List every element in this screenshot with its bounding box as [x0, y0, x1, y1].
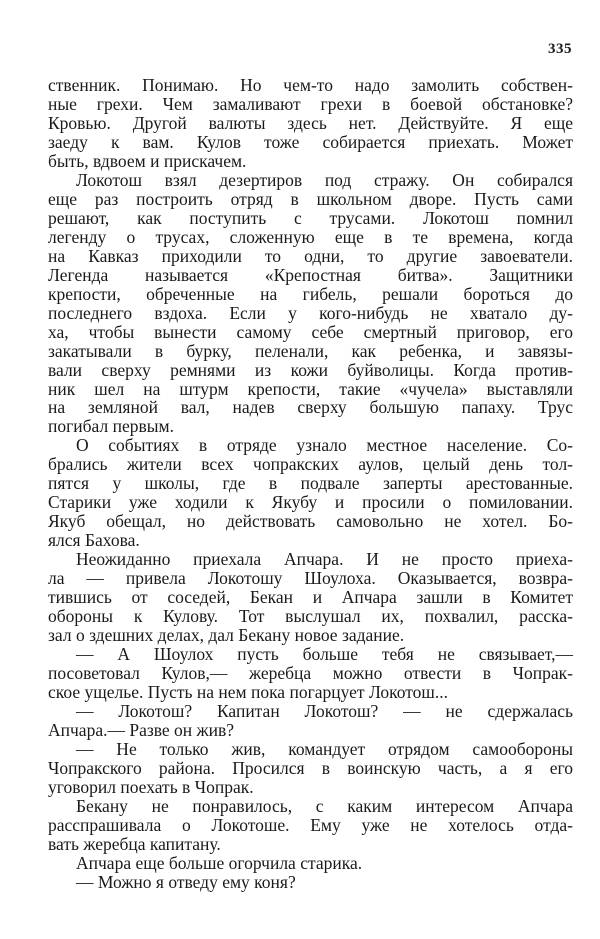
text-line: Кровью. Другой валюты здесь нет. Действуйте. Я еще [48, 112, 573, 133]
text-line: Апчара.— Разве он жив? [48, 719, 235, 740]
text-line: ные грехи. Чем замаливают грехи в боевой обстановке? [48, 93, 573, 114]
text-line: Неожиданно приехала Апчара. И не просто приеха- [76, 549, 573, 570]
text-line: Якуб обещал, но действовать самовольно не хотел. Бо- [48, 511, 573, 532]
text-line: ла — привела Локотошу Шоулоха. Оказывается, возвра- [48, 568, 573, 589]
text-line: Локотош взял дезертиров под стражу. Он собирался [76, 169, 573, 190]
text-line: расспрашивала о Локотоше. Ему уже не хотелось отда- [48, 814, 573, 835]
text-line: вали сверху ремнями из кожи буйволицы. Когда против- [48, 359, 573, 380]
text-line: тившись от соседей, Бекан и Апчара зашли в Комитет [48, 587, 573, 608]
text-line: брались жители всех чопракских аулов, целый день тол- [48, 454, 573, 475]
paragraph [48, 436, 573, 550]
paragraph [48, 740, 573, 797]
text-line: посоветовал Кулов,— жеребца можно отвести в Чопрак- [48, 663, 573, 684]
page-body-text [48, 76, 573, 892]
text-line: еще раз построить отряд в школьном дворе. Пусть сами [48, 188, 573, 209]
text-line: ственник. Понимаю. Но чем-то надо замолить собствен- [48, 75, 573, 95]
text-line: пятся у школы, где в подвале заперты арестованные. [48, 473, 573, 494]
text-line: Бекану не понравилось, с каким интересом Апчара [76, 795, 573, 816]
paragraph [48, 550, 573, 645]
paragraph [48, 854, 573, 873]
text-line: — А Шоулох пусть больше тебя не связывает,— [76, 644, 573, 665]
page-number: 335 [548, 41, 572, 57]
text-line: Чопракского района. Просился в воинскую часть, а я его [48, 757, 573, 778]
text-line: на земляной вал, надев сверху большую папаху. Трус [48, 397, 573, 418]
text-line: Апчара еще больше огорчила старика. [76, 852, 363, 873]
paragraph [48, 797, 573, 854]
paragraph [48, 702, 573, 740]
text-line: заеду к вам. Кулов тоже собирается приехать. Может [48, 131, 573, 152]
text-line: ское ущелье. Пусть на нем пока погарцует Локотош... [48, 682, 449, 702]
paragraph [48, 645, 573, 702]
paragraph [48, 76, 573, 171]
text-line: — Можно я отведу ему коня? [76, 871, 296, 892]
text-line: на Кавказ приходили то одни, то другие завоеватели. [48, 245, 573, 266]
text-line: закатывали в бурку, пеленали, как ребенка, и завязы- [48, 340, 573, 361]
text-line: ялся Бахова. [48, 530, 140, 551]
text-line: быть, вдвоем и прискачем. [48, 150, 247, 171]
text-line: легенду о трусах, сложенную еще в те времена, когда [48, 226, 573, 247]
text-line: решают, как поступить с трусами. Локотош помнил [48, 207, 573, 228]
text-line: крепости, обреченные на гибель, решали бороться до [48, 283, 573, 304]
text-line: уговорил поехать в Чопрак. [48, 776, 254, 797]
text-line: — Локотош? Капитан Локотош? — не сдержалась [76, 700, 573, 721]
text-line: Легенда называется «Крепостная битва». Защитники [48, 264, 573, 285]
text-line: ник шел на штурм крепости, такие «чучела» выставляли [48, 378, 573, 399]
text-line: обороны к Кулову. Тот выслушал их, похвалил, расска- [48, 606, 573, 627]
text-line: последнего вздоха. Если у кого-нибудь не хватало ду- [48, 302, 573, 323]
text-line: — Не только жив, командует отрядом самообороны [76, 738, 573, 759]
text-line: вать жеребца капитану. [48, 833, 221, 854]
paragraph [48, 873, 573, 892]
text-line: зал о здешних делах, дал Бекану новое задание. [48, 625, 405, 646]
paragraph [48, 171, 573, 437]
text-line: Старики уже ходили к Якубу и просили о помиловании. [48, 492, 573, 513]
text-line: О событиях в отряде узнало местное население. Со- [76, 435, 573, 456]
text-line: погибал первым. [48, 416, 174, 437]
text-line: ха, чтобы вынести самому себе смертный приговор, его [48, 321, 573, 342]
